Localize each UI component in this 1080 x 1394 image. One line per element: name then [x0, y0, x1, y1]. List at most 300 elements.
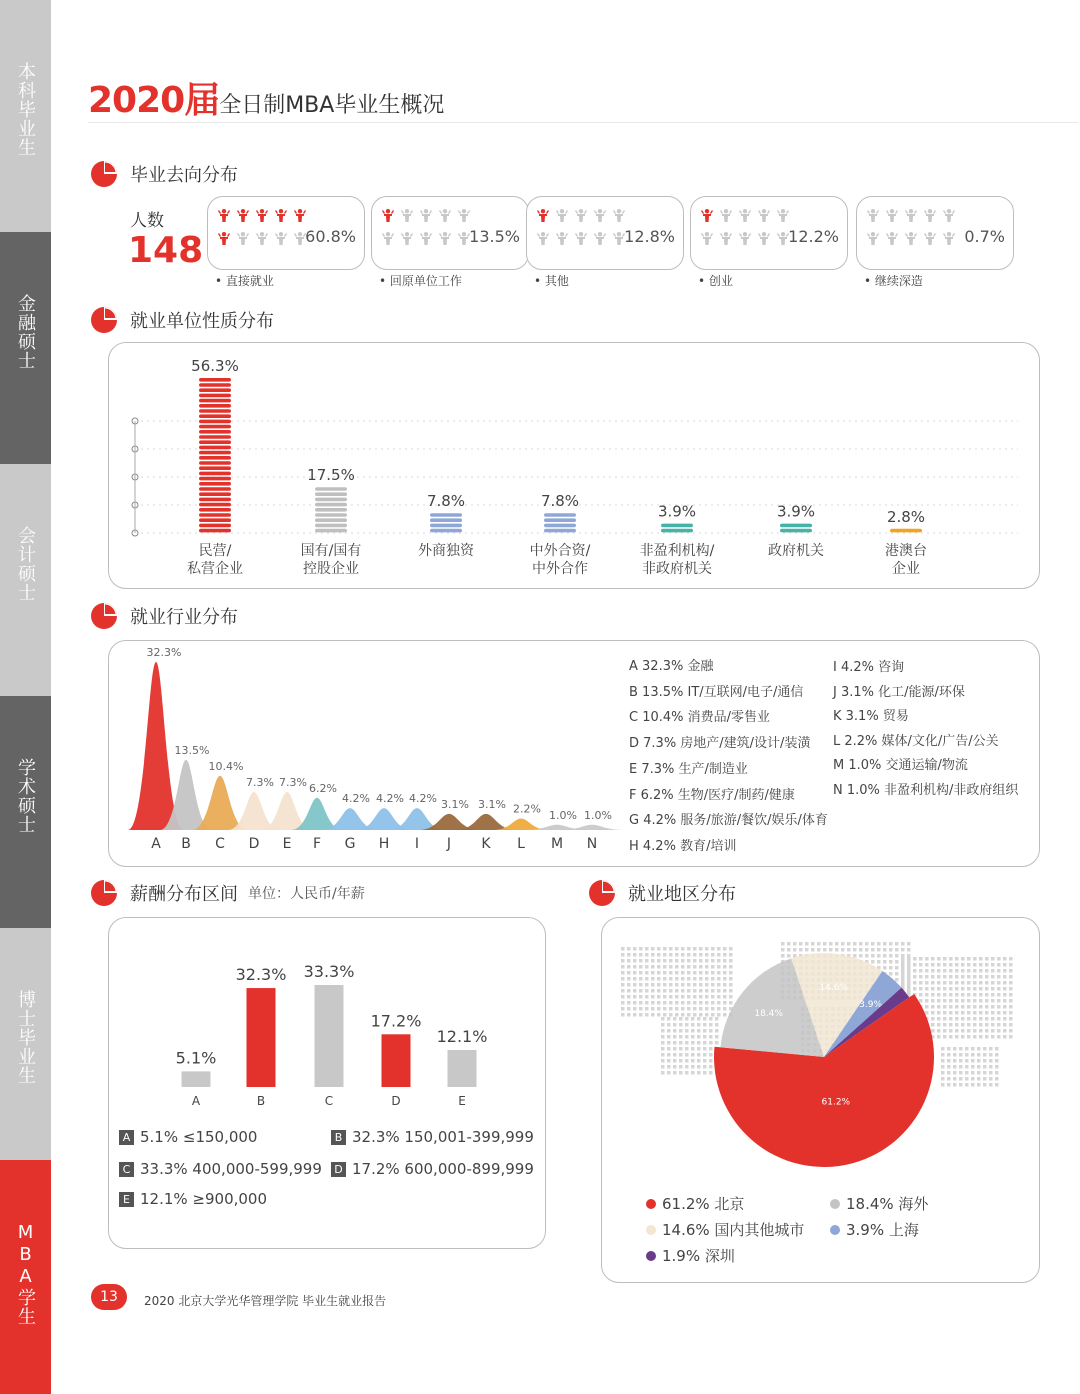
map-dot [651, 971, 655, 975]
map-dot [991, 963, 995, 967]
region-slice-label: 3.9% [858, 999, 882, 1010]
map-dot [817, 948, 821, 952]
map-dot [679, 1071, 683, 1075]
map-dot [979, 999, 983, 1003]
industry-value-label: 7.3% [245, 775, 274, 789]
map-dot [717, 977, 721, 981]
map-dot [669, 995, 673, 999]
map-dot [967, 1017, 971, 1021]
industry-legend-item: H 4.2% 教育/培训 [629, 838, 737, 854]
map-dot [919, 963, 923, 967]
map-dot [693, 989, 697, 993]
employer-category-label: 非盈利机构/ [639, 542, 714, 559]
map-dot [997, 957, 1001, 961]
page-number: 13 [91, 1284, 127, 1310]
map-dot [691, 1035, 695, 1039]
map-dot [697, 1029, 701, 1033]
map-dot [691, 1071, 695, 1075]
map-dot [943, 987, 947, 991]
map-dot [997, 981, 1001, 985]
employer-bar [890, 528, 922, 532]
map-dot [947, 1077, 951, 1081]
map-dot [675, 989, 679, 993]
map-dot [663, 965, 667, 969]
map-dot [705, 947, 709, 951]
map-dot [645, 1007, 649, 1011]
map-dot [657, 983, 661, 987]
map-dot [651, 953, 655, 957]
industry-value-label: 3.1% [477, 797, 506, 811]
map-dot [705, 1007, 709, 1011]
region-legend-text: 61.2% 北京 [662, 1195, 745, 1213]
map-dot [901, 969, 905, 973]
map-dot [627, 1001, 631, 1005]
map-dot [621, 989, 625, 993]
map-dot [633, 959, 637, 963]
employer-category-label: 外商独资 [417, 542, 474, 559]
person-icon [739, 209, 751, 222]
map-dot [985, 1017, 989, 1021]
map-dot [687, 1013, 691, 1017]
person-icon [575, 232, 587, 245]
map-dot [901, 948, 905, 952]
map-dot [633, 1001, 637, 1005]
map-dot [633, 965, 637, 969]
map-dot [1003, 1005, 1007, 1009]
salary-legend-key: D [331, 1162, 346, 1177]
map-dot [955, 981, 959, 985]
map-dot [691, 1017, 695, 1021]
map-dot [907, 975, 911, 979]
map-dot [955, 993, 959, 997]
map-dot [937, 999, 941, 1003]
map-dot [709, 1041, 713, 1045]
map-dot [1003, 975, 1007, 979]
employer-bar-segment [315, 492, 347, 496]
people-icon-grid [380, 205, 480, 265]
map-dot [941, 1065, 945, 1069]
map-dot [967, 981, 971, 985]
map-dot [947, 1047, 951, 1051]
map-dot [699, 989, 703, 993]
map-dot [723, 959, 727, 963]
map-dot [687, 947, 691, 951]
people-icon-grid [865, 205, 965, 265]
map-dot [925, 1011, 929, 1015]
person-icon [237, 209, 249, 222]
map-dot [627, 1013, 631, 1017]
map-dot [699, 953, 703, 957]
employer-bar-segment [199, 398, 231, 402]
map-dot [693, 1007, 697, 1011]
employer-bar-segment [430, 513, 462, 517]
region-legend-dot [646, 1225, 656, 1235]
map-dot [859, 954, 863, 958]
map-dot [943, 1011, 947, 1015]
map-dot [955, 1005, 959, 1009]
map-dot [661, 1041, 665, 1045]
industry-value-label: 10.4% [208, 759, 243, 773]
map-dot [691, 1047, 695, 1051]
employer-bar-segment [544, 513, 576, 517]
salary-bar [314, 985, 343, 1087]
map-dot [639, 953, 643, 957]
map-dot [979, 963, 983, 967]
map-dot [925, 969, 929, 973]
map-dot [645, 971, 649, 975]
employer-category-label: 私营企业 [186, 560, 243, 577]
industry-value-label: 6.2% [308, 781, 337, 795]
map-dot [989, 1083, 993, 1087]
map-dot [645, 977, 649, 981]
salary-bar [381, 1034, 410, 1087]
map-dot [715, 1041, 719, 1045]
employer-bar-segment [315, 518, 347, 522]
employer-bar-segment [199, 440, 231, 444]
map-dot [627, 1007, 631, 1011]
map-dot [717, 1013, 721, 1017]
salary-legend-item [119, 1128, 257, 1146]
map-dot [941, 1071, 945, 1075]
map-dot [931, 987, 935, 991]
map-dot [985, 987, 989, 991]
map-dot [961, 975, 965, 979]
map-dot [729, 989, 733, 993]
map-dot [931, 975, 935, 979]
map-dot [799, 948, 803, 952]
map-dot [965, 1047, 969, 1051]
map-dot [919, 957, 923, 961]
map-dot [985, 1029, 989, 1033]
map-dot [781, 954, 785, 958]
map-dot [703, 1065, 707, 1069]
map-dot [645, 1001, 649, 1005]
map-dot [663, 1013, 667, 1017]
industry-value-label: 32.3% [146, 645, 181, 659]
map-dot [687, 977, 691, 981]
map-dot [919, 999, 923, 1003]
map-dot [853, 948, 857, 952]
map-dot [989, 1065, 993, 1069]
employer-bar [315, 487, 347, 532]
map-dot [919, 987, 923, 991]
map-dot [967, 987, 971, 991]
map-dot [973, 969, 977, 973]
map-dot [639, 959, 643, 963]
map-dot [709, 1035, 713, 1039]
map-dot [703, 1053, 707, 1057]
industry-category-label: K [480, 835, 491, 852]
section-salary-unit: 单位：人民币/年薪 [248, 886, 365, 902]
employer-bar [544, 513, 576, 532]
map-dot [673, 1071, 677, 1075]
map-dot [675, 983, 679, 987]
map-dot [943, 975, 947, 979]
map-dot [1009, 969, 1013, 973]
map-dot [907, 948, 911, 952]
map-dot [715, 1029, 719, 1033]
map-dot [633, 1013, 637, 1017]
map-dot [723, 983, 727, 987]
map-dot [949, 1035, 953, 1039]
map-dot [685, 1035, 689, 1039]
map-dot [871, 954, 875, 958]
employer-bar-segment [315, 523, 347, 527]
map-dot [697, 1047, 701, 1051]
map-dot [931, 1023, 935, 1027]
map-dot [1003, 987, 1007, 991]
map-dot [973, 1011, 977, 1015]
map-dot [621, 1001, 625, 1005]
map-dot [937, 975, 941, 979]
map-dot [913, 957, 917, 961]
map-dot [959, 1083, 963, 1087]
map-dot [1009, 1023, 1013, 1027]
employer-bar-segment [780, 528, 812, 532]
industry-area-chart [108, 640, 628, 867]
map-dot [669, 983, 673, 987]
employer-value-label: 56.3% [190, 356, 239, 375]
map-dot [979, 1017, 983, 1021]
industry-chart-panel [108, 640, 1040, 867]
map-dot [949, 999, 953, 1003]
person-icon [924, 232, 936, 245]
map-dot [995, 1083, 999, 1087]
person-icon [613, 209, 625, 222]
sidebar-tab-finance[interactable]: 金融硕士 [0, 232, 51, 464]
employer-category-label: 政府机关 [767, 542, 824, 559]
map-dot [709, 1029, 713, 1033]
map-dot [977, 1071, 981, 1075]
map-dot [959, 1053, 963, 1057]
people-icon-grid [216, 205, 316, 265]
map-dot [679, 1023, 683, 1027]
map-dot [709, 1023, 713, 1027]
map-dot [685, 1065, 689, 1069]
map-dot [675, 965, 679, 969]
destination-card-label: • 回原单位工作 [379, 274, 462, 288]
map-dot [703, 1059, 707, 1063]
map-dot [693, 977, 697, 981]
employer-bar-segment [199, 518, 231, 522]
employer-bar-segment [315, 497, 347, 501]
industry-legend-item: K 3.1% 贸易 [833, 709, 909, 725]
sidebar-tab-doctoral[interactable]: 博士毕业生 [0, 928, 51, 1160]
industry-category-label: A [150, 835, 161, 852]
map-dot [979, 987, 983, 991]
map-dot [633, 977, 637, 981]
map-dot [947, 1065, 951, 1069]
map-dot [847, 942, 851, 946]
map-dot [949, 1029, 953, 1033]
map-dot [901, 957, 905, 961]
map-dot [949, 975, 953, 979]
map-dot [697, 1041, 701, 1045]
map-dot [693, 953, 697, 957]
person-icon [401, 232, 413, 245]
map-dot [953, 1053, 957, 1057]
section-region-header [588, 879, 736, 907]
map-dot [955, 957, 959, 961]
title-divider [88, 122, 1078, 123]
map-dot [907, 987, 911, 991]
map-dot [697, 1023, 701, 1027]
map-dot [971, 1053, 975, 1057]
map-dot [883, 960, 887, 964]
section-destination-title: 毕业去向分布 [130, 165, 238, 186]
map-dot [633, 1007, 637, 1011]
map-dot [1009, 1011, 1013, 1015]
map-dot [705, 953, 709, 957]
region-legend-dot [830, 1225, 840, 1235]
map-dot [949, 993, 953, 997]
map-dot [711, 1007, 715, 1011]
map-dot [699, 977, 703, 981]
map-dot [681, 989, 685, 993]
map-dot [961, 999, 965, 1003]
map-dot [1003, 963, 1007, 967]
map-dot [919, 993, 923, 997]
map-dot [663, 995, 667, 999]
map-dot [889, 948, 893, 952]
headcount-label: 人数 [130, 211, 164, 231]
map-dot [645, 1013, 649, 1017]
map-dot [907, 984, 911, 988]
map-dot [941, 1083, 945, 1087]
map-dot [667, 1053, 671, 1057]
map-dot [971, 1083, 975, 1087]
map-dot [853, 942, 857, 946]
map-dot [971, 1071, 975, 1075]
map-dot [871, 948, 875, 952]
salary-bar [246, 988, 275, 1087]
map-dot [983, 1071, 987, 1075]
map-dot [997, 969, 1001, 973]
map-dot [979, 1023, 983, 1027]
map-dot [679, 1029, 683, 1033]
destination-card [371, 196, 529, 270]
map-dot [699, 983, 703, 987]
destination-card-value: 60.8% [305, 227, 356, 246]
map-dot [865, 948, 869, 952]
map-dot [691, 1059, 695, 1063]
map-dot [997, 963, 1001, 967]
region-legend-text: 18.4% 海外 [846, 1195, 929, 1213]
map-dot [925, 957, 929, 961]
map-dot [983, 1077, 987, 1081]
map-dot [697, 1017, 701, 1021]
destination-card [856, 196, 1014, 270]
person-icon [382, 209, 394, 222]
employer-bar [430, 513, 462, 532]
map-dot [947, 1071, 951, 1075]
salary-legend-key: A [119, 1130, 134, 1145]
employer-bar-segment [430, 528, 462, 532]
map-dot [729, 971, 733, 975]
map-dot [989, 1077, 993, 1081]
title-text: 全日制MBA毕业生概况 [219, 93, 445, 118]
map-dot [841, 942, 845, 946]
industry-value-label: 4.2% [408, 791, 437, 805]
map-dot [937, 1035, 941, 1039]
map-dot [627, 953, 631, 957]
map-dot [1003, 999, 1007, 1003]
map-dot [947, 1053, 951, 1057]
region-slice-label: 61.2% [821, 1097, 850, 1108]
map-dot [943, 1023, 947, 1027]
map-dot [627, 995, 631, 999]
map-dot [895, 948, 899, 952]
map-dot [723, 971, 727, 975]
map-dot [943, 999, 947, 1003]
map-dot [651, 1001, 655, 1005]
map-dot [633, 995, 637, 999]
map-dot [729, 953, 733, 957]
employer-bar-segment [199, 388, 231, 392]
map-dot [973, 1035, 977, 1039]
map-dot [703, 1041, 707, 1045]
sidebar-tab-undergrad[interactable]: 本科毕业生 [0, 0, 51, 232]
section-industry-title: 就业行业分布 [130, 607, 238, 628]
map-dot [703, 1035, 707, 1039]
map-dot [949, 1005, 953, 1009]
map-dot [991, 999, 995, 1003]
map-dot [913, 969, 917, 973]
map-dot [955, 1035, 959, 1039]
map-dot [901, 984, 905, 988]
map-dot [967, 1005, 971, 1009]
map-dot [685, 1053, 689, 1057]
person-icon [439, 209, 451, 222]
employer-bar-segment [199, 435, 231, 439]
map-dot [997, 999, 1001, 1003]
map-dot [627, 983, 631, 987]
sidebar-tab-mba[interactable]: MBA学生 [0, 1160, 51, 1394]
map-dot [687, 953, 691, 957]
person-icon [943, 232, 955, 245]
map-dot [627, 977, 631, 981]
map-dot [919, 981, 923, 985]
map-dot [973, 1029, 977, 1033]
map-dot [675, 1013, 679, 1017]
map-dot [711, 959, 715, 963]
map-dot [907, 981, 911, 985]
map-dot [709, 1017, 713, 1021]
map-dot [685, 1017, 689, 1021]
employer-bar-segment [199, 424, 231, 428]
map-dot [669, 1013, 673, 1017]
map-dot [693, 959, 697, 963]
sidebar-tab-academic[interactable]: 学术硕士 [0, 696, 51, 928]
destination-card [207, 196, 365, 270]
map-dot [967, 975, 971, 979]
salary-legend-text: 33.3% 400,000-599,999 [140, 1160, 322, 1178]
employer-bar-segment [199, 513, 231, 517]
person-icon [905, 232, 917, 245]
person-icon [594, 232, 606, 245]
map-dot [931, 1029, 935, 1033]
map-dot [829, 942, 833, 946]
sidebar-tab-accounting[interactable]: 会计硕士 [0, 464, 51, 696]
map-dot [913, 975, 917, 979]
map-dot [657, 1007, 661, 1011]
map-dot [1009, 993, 1013, 997]
map-dot [703, 1047, 707, 1051]
map-dot [931, 1011, 935, 1015]
map-dot [687, 965, 691, 969]
map-dot [943, 957, 947, 961]
region-pie-chart [601, 917, 1040, 1177]
